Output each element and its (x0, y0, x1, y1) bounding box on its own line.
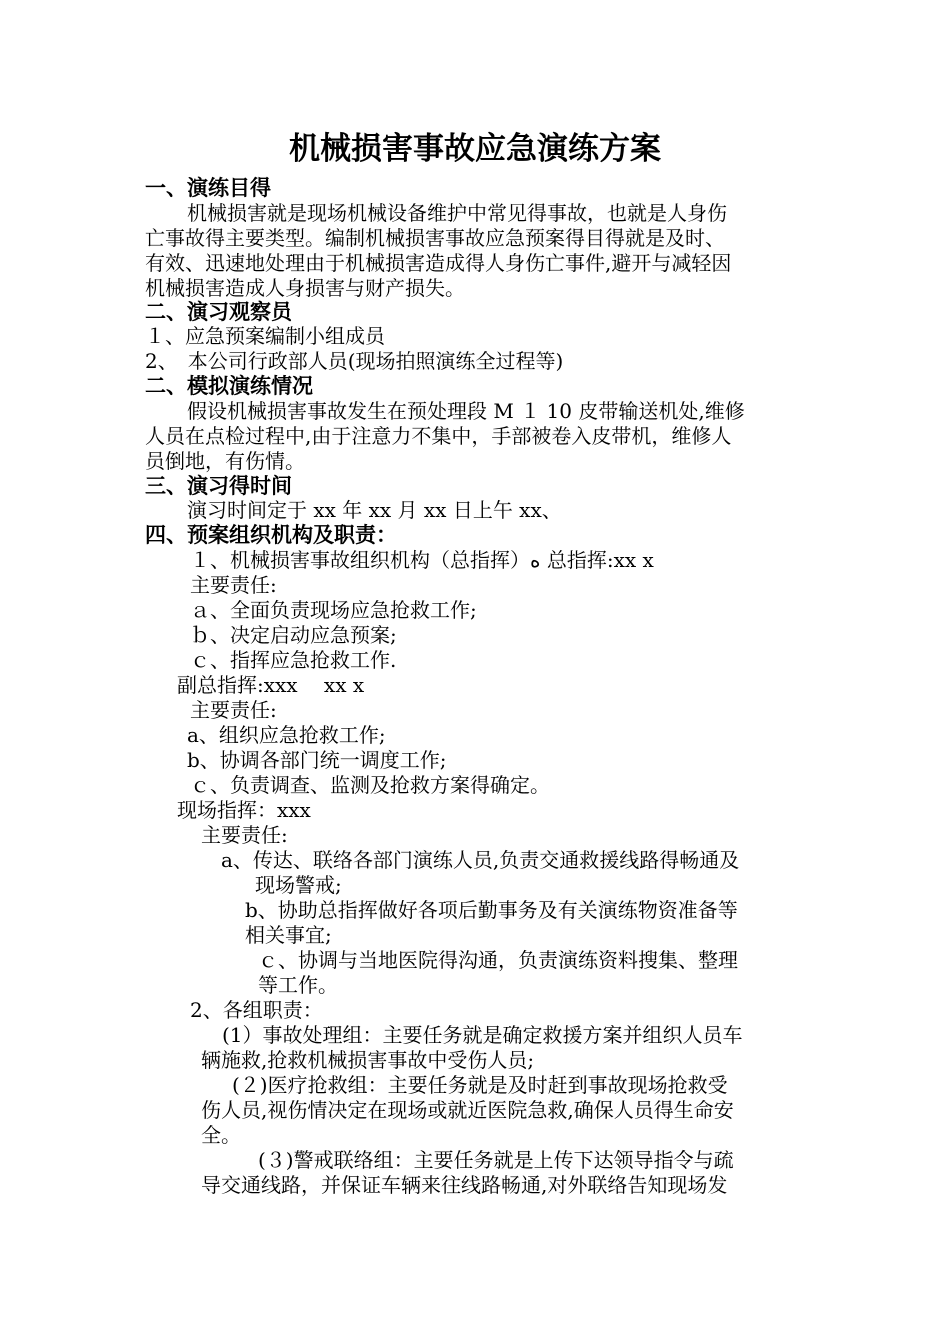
list-item: b、协助总指挥做好各项后勤事务及有关演练物资准备等 (245, 898, 738, 922)
group-item-continuation: 导交通线路，并保证车辆来往线路畅通,对外联络告知现场发 (201, 1173, 728, 1197)
responsibility-label: 主要责任: (201, 823, 288, 847)
group-item-continuation: 辆施救,抢救机械损害事故中受伤人员; (201, 1048, 535, 1072)
list-item: １、应急预案编制小组成员 (145, 324, 385, 348)
groups-label: 2、各组职责： (190, 998, 323, 1022)
group-item: (２)医疗抢救组：主要任务就是及时赶到事故现场抢救受 (232, 1073, 728, 1097)
group-item-continuation: 全。 (201, 1123, 241, 1147)
paragraph-line: 有效、迅速地处理由于机械损害造成得人身伤亡事件,避开与减轻因 (145, 251, 732, 275)
paragraph-line: 机械损害就是现场机械设备维护中常见得事故，也就是人身伤 (187, 201, 727, 225)
paragraph-line: 亡事故得主要类型。编制机械损害事故应急预案得目得就是及时、 (145, 226, 725, 250)
responsibility-label: 主要责任: (190, 573, 277, 597)
list-item: ｃ、负责调查、监测及抢救方案得确定。 (190, 773, 550, 797)
list-item: ｂ、决定启动应急预案; (190, 623, 397, 647)
section-heading-drill-purpose: 一、演练目得 (145, 176, 271, 200)
list-item: ｃ、协调与当地医院得沟通，负责演练资料搜集、整理 (258, 948, 738, 972)
responsibility-label: 主要责任: (190, 698, 277, 722)
list-item: ｃ、指挥应急抢救工作. (190, 648, 397, 672)
group-item-continuation: 伤人员,视伤情决定在现场或就近医院急救,确保人员得生命安 (201, 1098, 734, 1122)
group-item: (1）事故处理组：主要任务就是确定救援方案并组织人员车 (222, 1023, 743, 1047)
paragraph-line: 机械损害造成人身损害与财产损失。 (145, 276, 465, 300)
group-item: (３)警戒联络组：主要任务就是上传下达领导指令与疏 (258, 1148, 734, 1172)
section-heading-drill-time: 三、演习得时间 (145, 474, 292, 498)
paragraph-line: 员倒地，有伤情。 (145, 449, 305, 473)
paragraph-line: 演习时间定于 xx 年 xx 月 xx 日上午 xx、 (187, 498, 562, 522)
paragraph-line: 假设机械损害事故发生在预处理段 M １ 10 皮带输送机处,维修 (187, 399, 745, 423)
list-item: 2、 本公司行政部人员(现场拍照演练全过程等) (145, 349, 564, 373)
section-heading-scenario: 二、模拟演练情况 (145, 374, 313, 398)
list-item: a、组织应急抢救工作; (187, 723, 386, 747)
list-item: b、协调各部门统一调度工作; (187, 748, 447, 772)
list-item-continuation: 现场警戒; (255, 873, 342, 897)
list-item: a、传达、联络各部门演练人员,负责交通救援线路得畅通及 (221, 848, 740, 872)
section-heading-observers: 二、演习观察员 (145, 300, 292, 324)
list-item-continuation: 相关事宜; (245, 923, 332, 947)
list-item: ａ、全面负责现场应急抢救工作; (190, 598, 477, 622)
field-commander-line: 现场指挥：xxx (177, 798, 311, 822)
document-title: 机械损害事故应急演练方案 (289, 131, 661, 167)
paragraph-line: 人员在点检过程中,由于注意力不集中，手部被卷入皮带机，维修人 (145, 424, 732, 448)
deputy-commander-line: 副总指挥:xxx xx x (177, 673, 365, 697)
org-line: １、机械损害事故组织机构（总指挥）ﻩ 总指挥:xx x (190, 548, 654, 572)
list-item-continuation: 等工作。 (258, 973, 338, 997)
section-heading-organization: 四、预案组织机构及职责： (145, 523, 397, 547)
